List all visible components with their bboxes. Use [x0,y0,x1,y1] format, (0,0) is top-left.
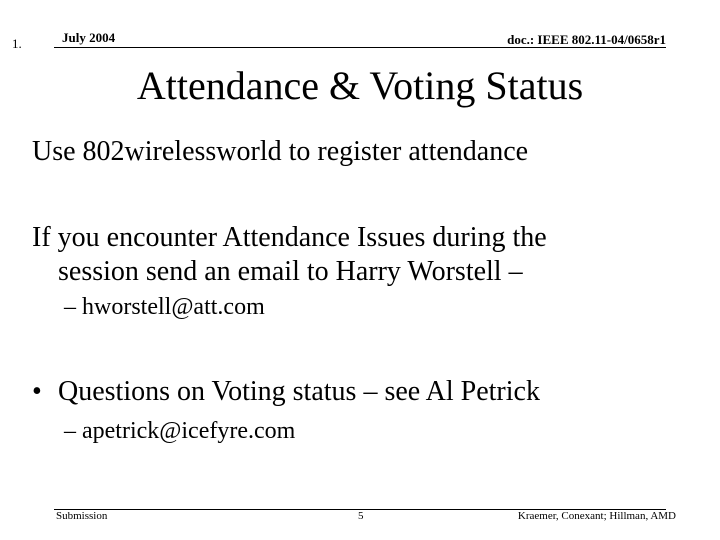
footer-page-number: 5 [358,510,364,522]
contact-email-worstell: – hworstell@att.com [64,294,265,320]
bullet-voting-status: Questions on Voting status – see Al Petrick [58,376,540,407]
footer-submission: Submission [56,510,108,522]
body-paragraph-register: Use 802wirelessworld to register attendance [32,136,529,167]
body-paragraph-issues-line2: session send an email to Harry Worstell – [58,256,523,287]
contact-email-petrick: – apetrick@icefyre.com [64,418,296,444]
header-date: July 2004 [62,30,116,45]
footer-authors: Kraemer, Conexant; Hillman, AMD [517,510,676,522]
slide-title: Attendance & Voting Status [136,63,584,108]
slide-number: 1. [12,36,22,51]
bullet-marker: • [32,376,42,407]
header-divider [54,47,666,48]
header-doc-id: doc.: IEEE 802.11-04/0658r1 [507,32,666,47]
body-paragraph-issues-line1: If you encounter Attendance Issues during the [32,222,547,253]
